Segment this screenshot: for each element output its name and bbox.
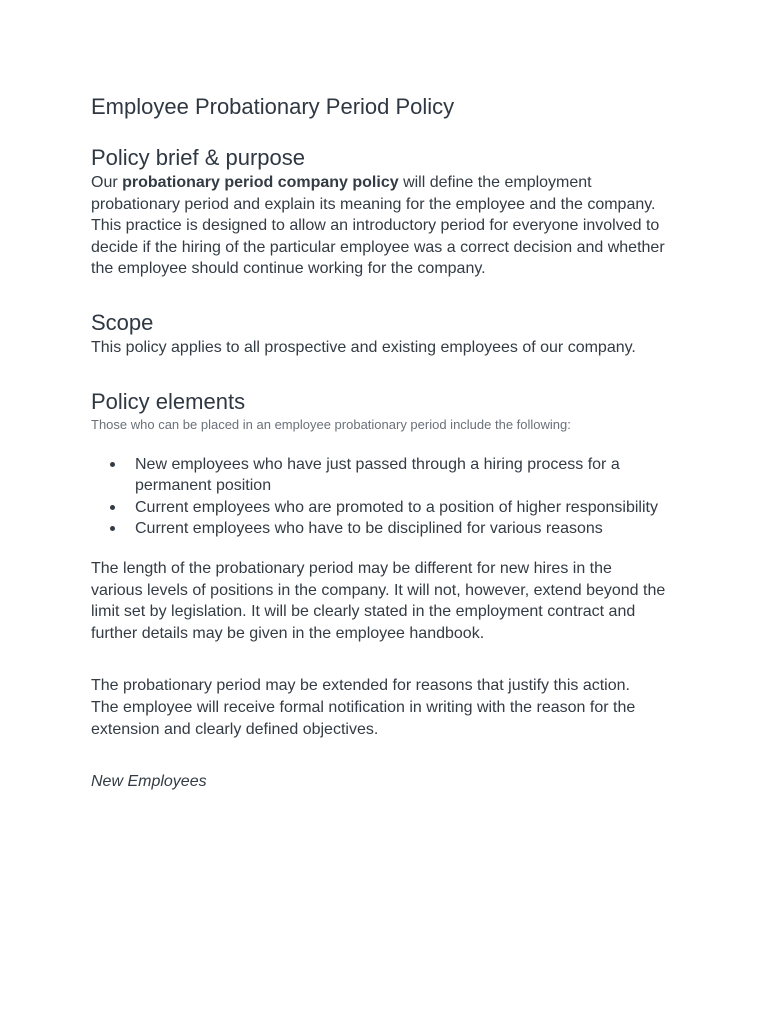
probation-extension-paragraph: The probationary period may be extended for reasons that justify this action. The employee will receive formal notification in writing with the reason for the extension and clearly defined objectives. — [91, 677, 636, 738]
bullet-icon — [110, 462, 115, 467]
document-title: Employee Probationary Period Policy — [91, 94, 455, 119]
purpose-lead-text: Our — [91, 174, 123, 191]
list-item — [135, 454, 691, 497]
list-item-text: New employees who have just passed through a hiring process for a permanent position — [135, 455, 620, 495]
eligibility-list — [91, 454, 691, 540]
section-heading-scope: Scope — [91, 309, 154, 335]
probation-length-paragraph: The length of the probationary period may be different for new hires in the various levels of positions in the company. It will not, however, extend beyond the limit set by legislation. It will be clearly stated in the employment contract and further details may be given in the employee handbook. — [91, 559, 666, 642]
bullet-icon — [110, 526, 115, 531]
list-item — [135, 497, 691, 519]
bullet-icon — [110, 505, 115, 510]
document-page — [91, 92, 691, 793]
list-item-text: Current employees who have to be disciplined for various reasons — [135, 520, 603, 538]
list-item — [135, 518, 691, 540]
section-heading-policy-elements: Policy elements — [91, 388, 246, 414]
new-employees-subheading: New Employees — [91, 773, 207, 791]
list-item-text: Current employees who are promoted to a position of higher responsibility — [135, 498, 658, 516]
purpose-rest-text: will define the employment probationary period and explain its meaning for the employee and the company. This practice is designed to allow an introductory period for everyone involved to decide if the hiring of the particular employee was a correct decision and whether the employee should continue working for the company. — [91, 174, 665, 278]
purpose-paragraph — [91, 172, 671, 280]
scope-paragraph: This policy applies to all prospective and existing employees of our company. — [91, 338, 636, 356]
purpose-bold-text: probationary period company policy — [122, 174, 399, 191]
section-heading-purpose: Policy brief & purpose — [91, 145, 305, 170]
policy-elements-intro: Those who can be placed in an employee probationary period include the following: — [91, 416, 571, 432]
